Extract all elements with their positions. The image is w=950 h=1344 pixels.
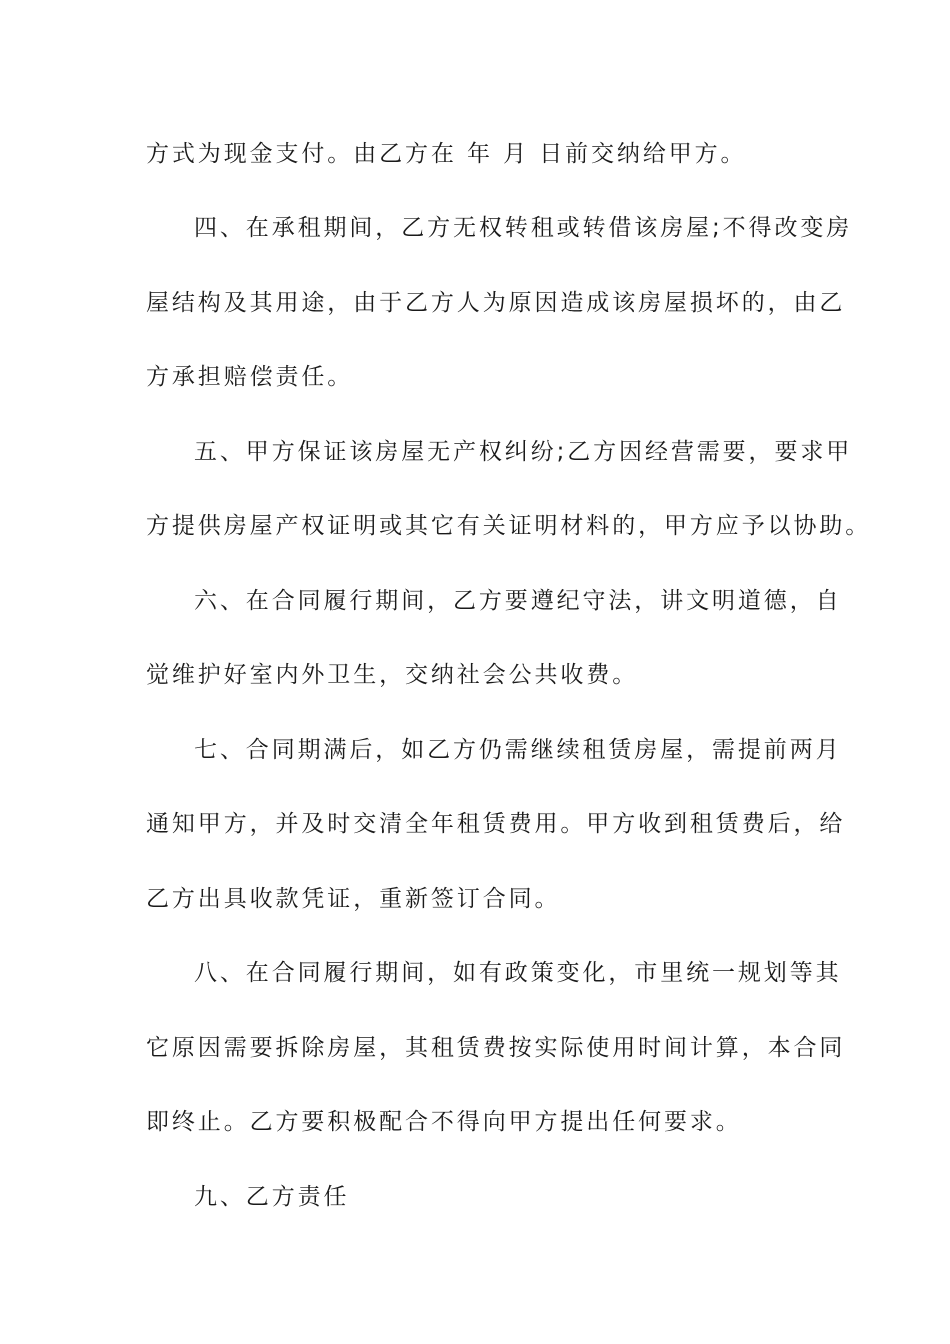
text-line: 方提供房屋产权证明或其它有关证明材料的，甲方应予以协助。 <box>146 513 872 539</box>
clause-4-line: 四、在承租期间，乙方无权转租或转借该房屋;不得改变房 <box>194 215 853 241</box>
text-line: 方式为现金支付。由乙方在 年 月 日前交纳给甲方。 <box>146 141 747 167</box>
text-line: 乙方出具收款凭证，重新签订合同。 <box>146 886 561 912</box>
text-line: 觉维护好室内外卫生，交纳社会公共收费。 <box>146 662 639 688</box>
clause-9-heading: 九、乙方责任 <box>194 1184 350 1210</box>
clause-7-line: 七、合同期满后，如乙方仍需继续租赁房屋，需提前两月 <box>194 737 842 763</box>
text-line: 屋结构及其用途，由于乙方人为原因造成该房屋损坏的，由乙 <box>146 290 846 316</box>
text-line: 即终止。乙方要积极配合不得向甲方提出任何要求。 <box>146 1109 742 1135</box>
text-line: 通知甲方，并及时交清全年租赁费用。甲方收到租赁费后，给 <box>146 811 846 837</box>
text-line: 它原因需要拆除房屋，其租赁费按实际使用时间计算，本合同 <box>146 1035 846 1061</box>
clause-6-line: 六、在合同履行期间，乙方要遵纪守法，讲文明道德，自 <box>194 588 842 614</box>
text-line: 方承担赔偿责任。 <box>146 364 354 390</box>
clause-5-line: 五、甲方保证该房屋无产权纠纷;乙方因经营需要，要求甲 <box>194 439 853 465</box>
clause-8-line: 八、在合同履行期间，如有政策变化，市里统一规划等其 <box>194 960 842 986</box>
